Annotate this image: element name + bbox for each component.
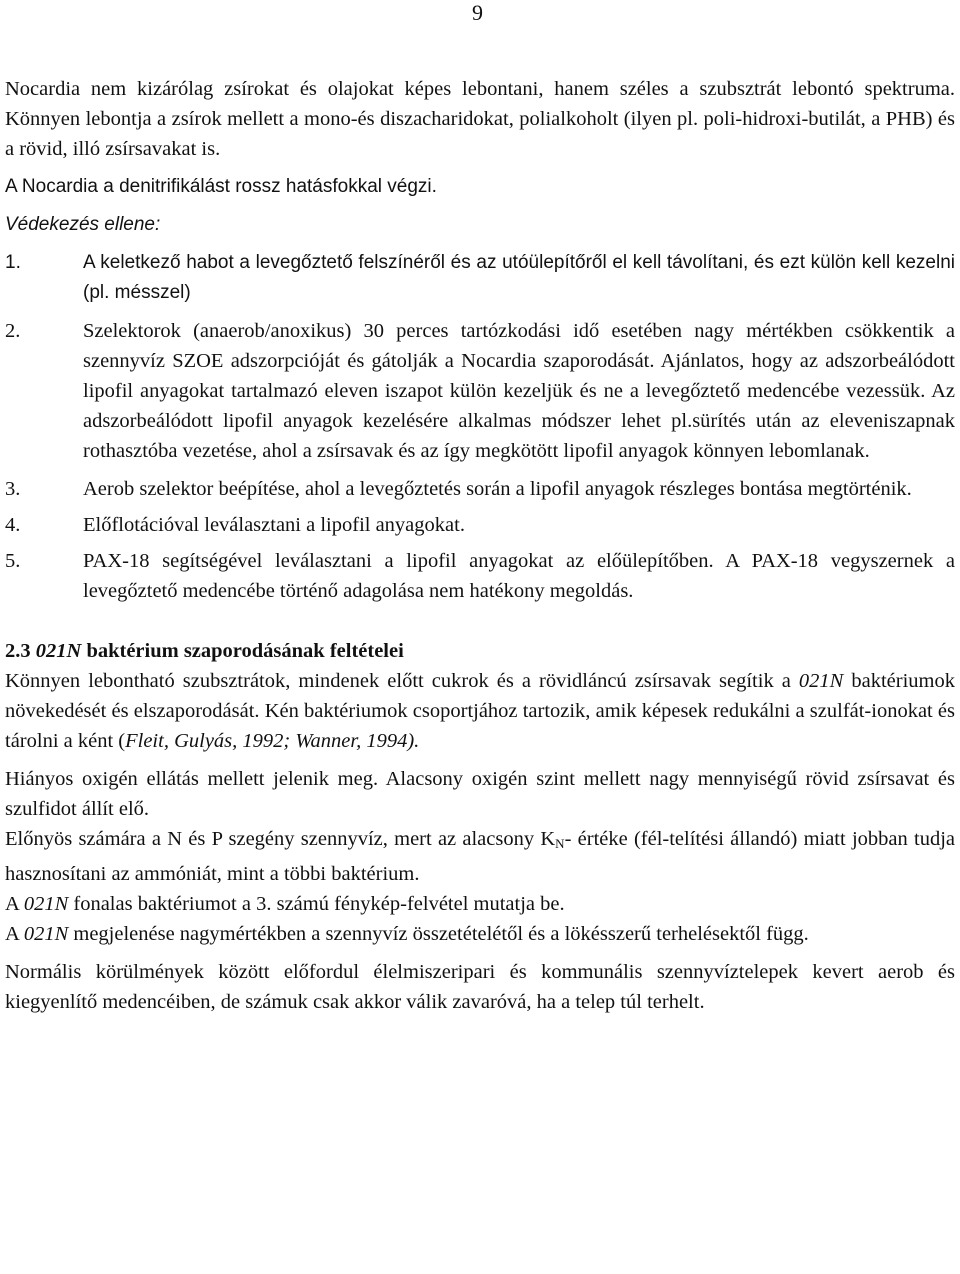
section-paragraph-2: Hiányos oxigén ellátás mellett jelenik meg. Alacsony oxigén szint mellett nagy mennyiségű rövid zsírsavat és szulfidot állít elő. xyxy=(5,768,955,820)
citation: Fleit, Gulyás, 1992; Wanner, 1994). xyxy=(125,730,420,752)
list-number: 4. xyxy=(5,514,21,536)
section-heading xyxy=(5,636,955,666)
text-run: megjelenése nagymértékben a szennyvíz összetételétől és a lökésszerű terhelésektől függ. xyxy=(73,923,809,945)
text-run: fonalas baktériumot a 3. számú fénykép-felvétel mutatja be. xyxy=(73,893,565,915)
section-paragraph-3 xyxy=(5,824,955,889)
section-title: baktérium szaporodásának feltételei xyxy=(86,640,404,662)
organism-code: 021N xyxy=(798,670,844,692)
document-body xyxy=(5,74,955,1017)
list-number: 2. xyxy=(5,320,21,342)
list-text: A keletkező habot a levegőztető felszínéről és az utóülepítőről el kell távolítani, és ezt külön kell kezelni (pl. mésszel) xyxy=(83,252,955,303)
text-run: A xyxy=(5,923,19,945)
organism-code: 021N xyxy=(23,893,69,915)
section-paragraph-4 xyxy=(5,889,955,919)
list-number: 5. xyxy=(5,550,21,572)
list-number: 1. xyxy=(5,252,21,273)
section-number: 2.3 xyxy=(5,640,31,662)
section-paragraph-6: Normális körülmények között előfordul élelmiszeripari és kommunális szennyvíztelepek kevert aerob és kiegyenlítő medencéiben, de számuk csak akkor válik zavaróvá, ha a telep túl terhelt. xyxy=(5,961,955,1013)
text-run: Előnyös számára a N és P szegény szennyvíz, mert az alacsony K xyxy=(5,828,556,850)
subscript: N xyxy=(555,836,565,851)
list-text: Szelektorok (anaerob/anoxikus) 30 perces tartózkodási idő esetében nagy mértékben csökkentik a szennyvíz SZOE adszorpcióját és gátolják a Nocardia szaporodását. Ajánlatos, hogy az adszorbeálódott lipofil anyagokat tartalmazó eleven iszapot külön kezeljük és ne a levegőztető medencébe vezessük. Az adszorbeálódott lipofil anyagok kezelésére alkalmas módszer lehet pl.sürítés után az eleveniszapnak rothasztóba vezetése, ahol a zsírsavak és az így megkötött lipofil anyagok könnyen lebomlanak. xyxy=(83,320,955,462)
list-item-3 xyxy=(5,474,955,504)
protection-heading: Védekezés ellene: xyxy=(5,214,161,235)
text-run: - értéke (fél-telítési állandó) miatt jobban tudja hasznosítani az ammóniát, mint a többi baktérium. xyxy=(5,828,955,885)
list-text: Előflotációval leválasztani a lipofil anyagokat. xyxy=(83,514,465,536)
list-item-1 xyxy=(5,248,955,308)
list-text: PAX-18 segítségével leválasztani a lipofil anyagokat az előülepítőben. A PAX-18 vegyszernek a levegőztető medencébe történő adagolása nem hatékony megoldás. xyxy=(83,550,955,602)
section-code: 021N xyxy=(35,640,82,662)
list-number: 3. xyxy=(5,478,21,500)
intro-paragraph: Nocardia nem kizárólag zsírokat és olajokat képes lebontani, hanem széles a szubsztrát lebontó spektruma. Könnyen lebontja a zsírok mellett a mono-és diszacharidokat, polialkoholt (ilyen pl. poli-hidroxi-butilát, a PHB) és a rövid, illó zsírsavakat is. xyxy=(5,78,955,160)
section-paragraph-5 xyxy=(5,919,955,949)
text-run: baktériumok növekedését és elszaporodását. Kén baktériumok csoportjához tartozik, amik képesek redukálni a szulfát-ionokat és tárolni a ként ( xyxy=(5,670,955,752)
text-run: Könnyen lebontható szubsztrátok, mindenek előtt cukrok és a rövidláncú zsírsavak segítik a xyxy=(5,670,791,692)
section-paragraph-1 xyxy=(5,666,955,756)
list-item-4 xyxy=(5,510,955,540)
denitrification-note: A Nocardia a denitrifikálást rossz hatásfokkal végzi. xyxy=(5,176,437,197)
page-number: 9 xyxy=(472,0,483,25)
organism-code: 021N xyxy=(23,923,69,945)
text-run: A xyxy=(5,893,19,915)
list-text: Aerob szelektor beépítése, ahol a levegőztetés során a lipofil anyagok részleges bontása megtörténik. xyxy=(83,478,912,500)
list-item-2 xyxy=(5,316,955,466)
list-item-5 xyxy=(5,546,955,606)
